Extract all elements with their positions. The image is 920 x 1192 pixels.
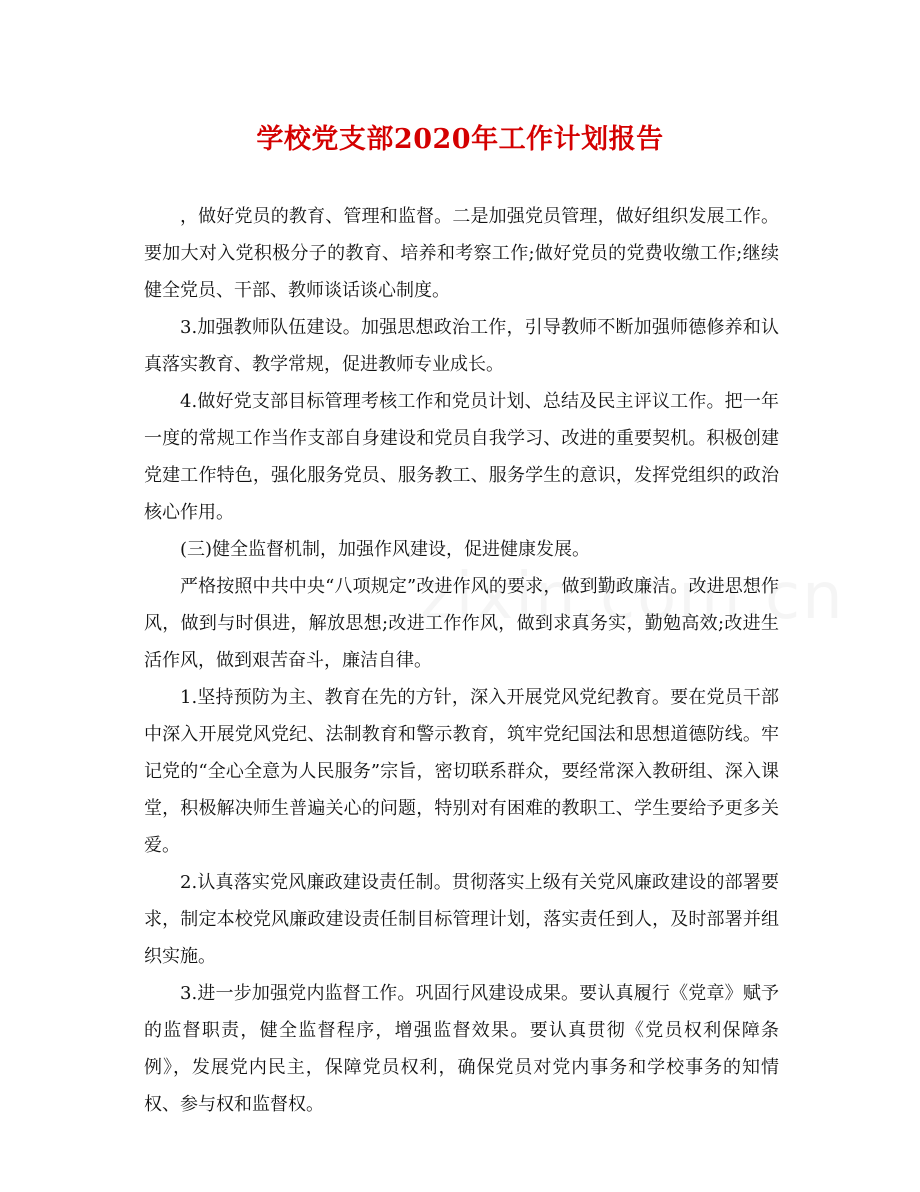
paragraph: 2.认真落实党风廉政建设责任制。贯彻落实上级有关党风廉政建设的部署要求，制定本校党风廉政建设责任制目标管理计划，落实责任到人，及时部署并组织实施。 [144,872,779,967]
document-body [144,198,779,1123]
document-title: 学校党支部2020年工作计划报告 [256,124,664,155]
paragraph: 3.加强教师队伍建设。加强思想政治工作，引导教师不断加强师德修养和认真落实教育、教学常规，促进教师专业成长。 [144,317,779,375]
paragraph: 1.坚持预防为主、教育在先的方针，深入开展党风党纪教育。要在党员干部中深入开展党风党纪、法制教育和警示教育，筑牢党纪国法和思想道德防线。牢记党的“全心全意为人民服务”宗旨，密切联系群众，要经常深入教研组、深入课堂，积极解决师生普遍关心的问题，特别对有困难的教职工、学生要给予更多关爱。 [144,687,779,856]
paragraph: 严格按照中共中央“八项规定”改进作风的要求，做到勤政廉洁。改进思想作风，做到与时俱进，解放思想;改进工作作风，做到求真务实，勤勉高效;改进生活作风，做到艰苦奋斗，廉洁自律。 [144,576,779,671]
paragraph: 4.做好党支部目标管理考核工作和党员计划、总结及民主评议工作。把一年一度的常规工作当作支部自身建设和党员自我学习、改进的重要契机。积极创建党建工作特色，强化服务党员、服务教工、服务学生的意识，发挥党组织的政治核心作用。 [144,391,779,523]
paragraph: (三)健全监督机制，加强作风建设，促进健康发展。 [180,539,591,560]
paragraph: ，做好党员的教育、管理和监督。二是加强党员管理，做好组织发展工作。要加大对入党积极分子的教育、培养和考察工作;做好党员的党费收缴工作;继续健全党员、干部、教师谈话谈心制度。 [144,206,779,301]
paragraph: 3.进一步加强党内监督工作。巩固行风建设成果。要认真履行《党章》赋予的监督职责，健全监督程序，增强监督效果。要认真贯彻《党员权利保障条例》，发展党内民主，保障党员权利，确保党员对党内事务和学校事务的知情权、参与权和监督权。 [144,983,779,1115]
